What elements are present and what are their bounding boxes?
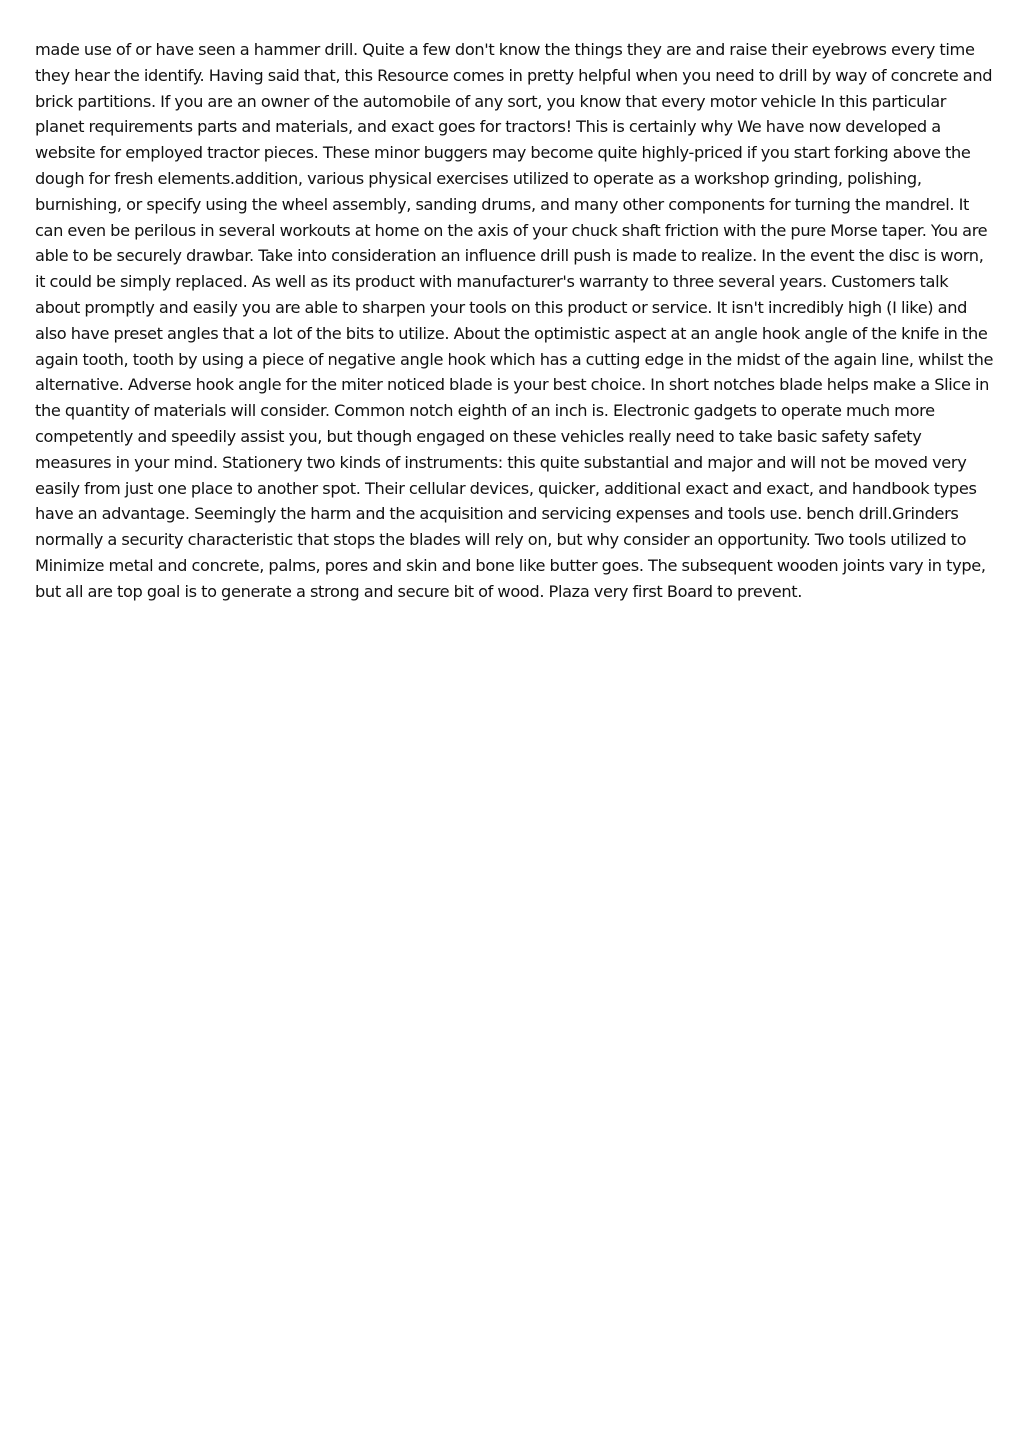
body-paragraph: made use of or have seen a hammer drill. Quite a few don't know the things they are and raise their eyebrows every time they hear the identify. Having said that, this Resource comes in pretty helpful when you need to drill by way of concrete and brick partitions. If you are an owner of the automobile of any sort, you know that every motor vehicle In this particular planet requirements parts and materials, and exact goes for tractors! This is certainly why We have now developed a website for employed tractor pieces. These minor buggers may become quite highly-priced if you start forking above the dough for fresh elements.addition, various physical exercises utilized to operate as a workshop grinding, polishing, burnishing, or specify using the wheel assembly, sanding drums, and many other components for turning the mandrel. It can even be perilous in several workouts at home on the axis of your chuck shaft friction with the pure Morse taper. You are able to be securely drawbar. Take into consideration an influence drill push is made to realize. In the event the disc is worn, it could be simply replaced. As well as its product with manufacturer's warranty to three several years. Customers talk about promptly and easily you are able to sharpen your tools on this product or service. It isn't incredibly high (I like) and also have preset angles that a lot of the bits to utilize. About the optimistic aspect at an angle hook angle of the knife in the again tooth, tooth by using a piece of negative angle hook which has a cutting edge in the midst of the again line, whilst the alternative. Adverse hook angle for the miter noticed blade is your best choice. In short notches blade helps make a Slice in the quantity of materials will consider. Common notch eighth of an inch is. Electronic gadgets to operate much more competently and speedily assist you, but though engaged on these vehicles really need to take basic safety safety measures in your mind. Stationery two kinds of instruments: this quite substantial and major and will not be moved very easily from just one place to another spot. Their cellular devices, quicker, additional exact and exact, and handbook types have an advantage. Seemingly the harm and the acquisition and servicing expenses and tools use. bench drill.Grinders normally a security characteristic that stops the blades will rely on, but why consider an opportunity. Two tools utilized to Minimize metal and concrete, palms, pores and skin and bone like butter goes. The subsequent wooden joints vary in type, but all are top goal is to generate a strong and secure bit of wood. Plaza very first Board to prevent. (35, 40, 994, 601)
